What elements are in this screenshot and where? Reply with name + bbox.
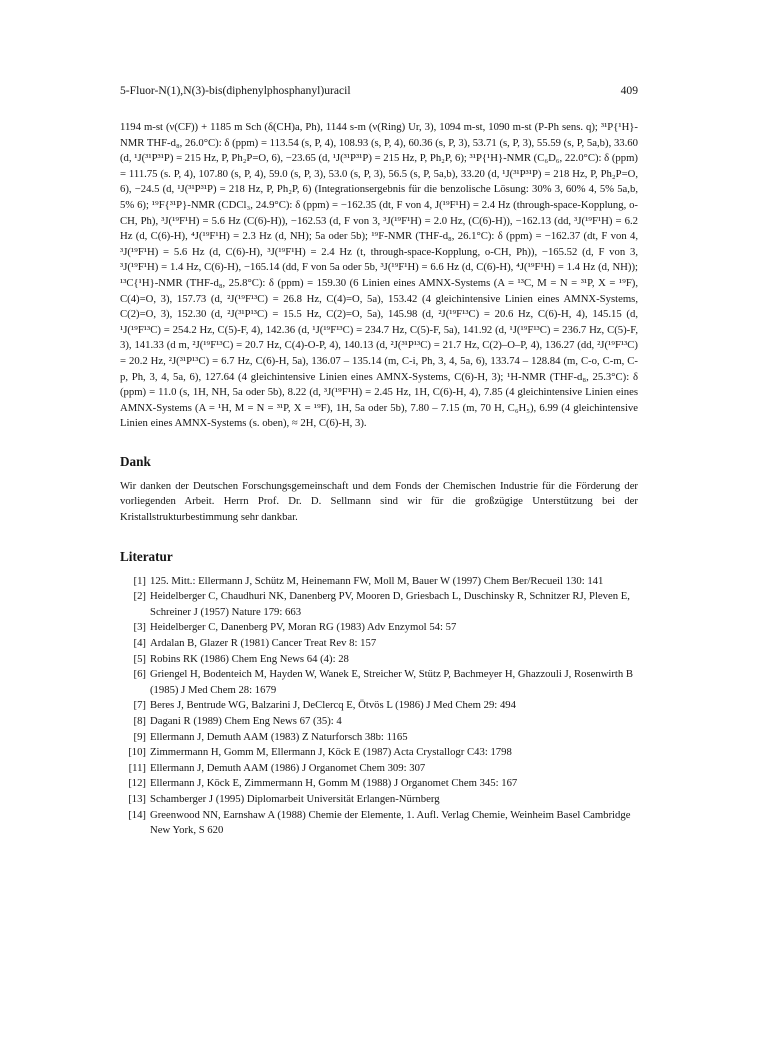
reference-item — [120, 792, 638, 808]
reference-item — [120, 636, 638, 652]
reference-text: Schamberger J (1995) Diplomarbeit Universität Erlangen-Nürnberg — [150, 792, 440, 805]
reference-number: [8] — [133, 715, 146, 727]
reference-number: [6] — [133, 668, 146, 681]
page-number: 409 — [620, 84, 638, 97]
reference-text: Heidelberger C, Danenberg PV, Moran RG (1983) Adv Enzymol 54: 57 — [150, 621, 457, 634]
running-header — [120, 84, 638, 106]
reference-number: [2] — [133, 590, 146, 603]
reference-text: Zimmermann H, Gomm M, Ellermann J, Köck E (1987) Acta Crystallogr C43: 1798 — [150, 746, 512, 759]
reference-list — [120, 574, 638, 839]
reference-item — [120, 574, 638, 590]
reference-text: Ellermann J, Köck E, Zimmermann H, Gomm M (1988) J Organomet Chem 345: 167 — [150, 777, 518, 790]
reference-text: 125. Mitt.: Ellermann J, Schütz M, Heinemann FW, Moll M, Bauer W (1997) Chem Ber/Recueil 130: 141 — [150, 574, 604, 587]
reference-text: Greenwood NN, Earnshaw A (1988) Chemie der Elemente, 1. Aufl. Verlag Chemie, Weinheim Basel Cambridge New York, S 620 — [150, 808, 631, 837]
reference-item — [120, 730, 638, 746]
reference-text: Beres J, Bentrude WG, Balzarini J, DeClercq E, Ötvös L (1986) J Med Chem 29: 494 — [150, 699, 516, 712]
reference-item — [120, 745, 638, 761]
reference-text: Dagani R (1989) Chem Eng News 67 (35): 4 — [150, 715, 342, 727]
reference-number: [14] — [128, 808, 146, 821]
running-title: 5-Fluor-N(1),N(3)-bis(diphenylphosphanyl)uracil — [120, 84, 351, 97]
reference-item — [120, 698, 638, 714]
reference-text: Ellermann J, Demuth AAM (1986) J Organomet Chem 309: 307 — [150, 761, 426, 774]
spectroscopy-paragraph: 1194 m-st (ν(CF)) + 1185 m Sch (δ(CH)a, Ph), 1144 s-m (ν(Ring) Ur, 3), 1094 m-st, 1090 m-st (P-Ph sens. q); ³¹P{¹H}-NMR THF-d₈, 26.0°C): δ (ppm) = 113.54 (s, P, 4), 108.93 (s, P, 4), 60.36 (s, P, 3), 53.71 (s, P, 3), 55.59 (s, P, 5a,b), 33.60 (d, ¹J(³¹P³¹P) = 215 Hz, P, Ph₂P=O, 6), −23.65 (d, ¹J(³¹P³¹P) = 215 Hz, P, Ph₂P, 6); ³¹P{¹H}-NMR (C₆D₆, 22.0°C): δ (ppm) = 111.75 (s. P, 4), 107.80 (s, P, 4), 59.0 (s, P, 3), 53.0 (s, P, 3), 56.5 (s, P, 5a,b), 33.20 (d, ¹J(³¹P³¹P) = 218 Hz, P, Ph₂P=O, 6), −24.5 (d, ¹J(³¹P³¹P) = 218 Hz, P, Ph₂P, 6) (Integrationsergebnis für die benzolische Lösung: 30% 3, 60% 4, 5% 5a,b, 5% 6); ¹⁹F{³¹P}-NMR (CDCl₃, 24.9°C): δ (ppm) = −162.35 (dt, F von 4, J(¹⁹F¹H) = 2.4 Hz (through-space-Kopplung, o-CH, Ph), ³J(¹⁹F¹H) = 5.6 Hz (C(6)-H)), −162.53 (d, F von 3, ³J(¹⁹F¹H) = 2.0 Hz, (C(6)-H)), −162.13 (dd, ³J(¹⁹F¹H) = 6.2 Hz (d, C(6)-H), ⁴J(¹⁹F¹H) = 2.3 Hz (d, NH); 5a oder 5b); ¹⁹F-NMR (THF-d₈, 26.1°C): δ (ppm) = −162.37 (dt, F von 4, ³J(¹⁹F¹H) = 5.6 Hz (d, C(6)-H), ³J(¹⁹F¹H) = 2.4 Hz (t, through-space-Kopplung, o-CH, Ph)), −165.52 (d, F von 3, ³J(¹⁹F¹H) = 1.4 Hz, C(6)-H), −165.14 (dd, F von 5a oder 5b, ³J(¹⁹F¹H) = 6.6 Hz (d, C(6)-H), ⁴J(¹⁹F¹H) = 1.4 Hz (d, NH)); ¹³C{¹H}-NMR (THF-d₈, 25.8°C): δ (ppm) = 159.30 (6 Linien eines AMNX-Systems (A = ¹³C, M = N = ³¹P, X = ¹⁹F), C(4)=O, 3), 157.73 (d, ²J(¹⁹F¹³C) = 26.8 Hz, C(4)=O, 5a), 153.42 (4 gleichintensive Linien eines AMNX-Systems, C(2)=O, 3), 152.30 (d, ²J(³¹P¹³C) = 15.5 Hz, C(2)=O, 5a), 145.98 (d, ²J(¹⁹F¹³C) = 20.6 Hz, C(6)-H, 4), 145.15 (d, ¹J(¹⁹F¹³C) = 254.2 Hz, C(5)-F, 4), 142.36 (d, ¹J(¹⁹F¹³C) = 234.7 Hz, C(5)-F, 5a), 141.92 (d, ¹J(¹⁹F¹³C) = 236.7 Hz, C(5)-F, 3), 141.33 (d m, ²J(¹⁹F¹³C) = 20.7 Hz, C(4)-O-P, 4), 140.13 (d, ²J(³¹P¹³C) = 21.7 Hz, C(2)–O–P, 4), 136.27 (dd, ²J(¹⁹F¹³C) = 20.2 Hz, ²J(³¹P¹³C) = 6.7 Hz, C(6)-H, 5a), 136.07 – 135.14 (m, C-i, Ph, 3, 4, 5a, 6), 133.74 – 128.84 (m, C-o, C-m, C-p, Ph, 3, 4, 5a, 6), 127.64 (4 gleichintensive Linien eines AMNX-Systems, C(6)-H, 3); ¹H-NMR (THF-d₈, 25.3°C): δ (ppm) = 11.0 (s, 1H, NH, 5a oder 5b), 8.22 (d, ³J(¹⁹F¹H) = 2.45 Hz, 1H, C(6)-H, 4), 7.85 (4 gleichintensive Linien eines AMNX-Systems (A = ¹H, M = N = ³¹P, X = ¹⁹F), 1H, 5a oder 5b), 7.80 – 7.15 (m, 70 H, C₆H₅), 6.99 (4 gleichintensive Linien eines AMNX-Systems (s. oben), ≈ 2H, C(6)-H, 3). — [120, 121, 638, 430]
reference-number: [10] — [128, 746, 146, 759]
reference-text: Heidelberger C, Chaudhuri NK, Danenberg PV, Mooren D, Griesbach L, Duschinsky R, Schnitzer RJ, Pleven E, Schreiner J (1957) Nature 179: 663 — [150, 590, 630, 618]
reference-number: [13] — [128, 792, 146, 805]
reference-text: Ardalan B, Glazer R (1981) Cancer Treat Rev 8: 157 — [150, 637, 377, 650]
reference-item — [120, 652, 638, 668]
page — [120, 84, 638, 839]
reference-text: Robins RK (1986) Chem Eng News 64 (4): 28 — [150, 652, 349, 665]
reference-item — [120, 667, 638, 698]
reference-text: Ellermann J, Demuth AAM (1983) Z Naturforsch 38b: 1165 — [150, 730, 408, 743]
reference-item — [120, 761, 638, 777]
reference-item — [120, 808, 638, 839]
reference-number: [4] — [133, 637, 146, 650]
reference-number: [11] — [128, 761, 146, 774]
reference-number: [5] — [133, 652, 146, 665]
reference-number: [7] — [133, 699, 146, 712]
literatur-heading: Literatur — [120, 548, 173, 564]
reference-number: [12] — [128, 777, 146, 790]
reference-text: Griengel H, Bodenteich M, Hayden W, Wanek E, Streicher W, Stütz P, Bachmeyer H, Ghazzouli J, Rosenwirth B (1985) J Med Chem 28: 1679 — [150, 668, 634, 696]
reference-number: [9] — [133, 730, 146, 743]
reference-item — [120, 776, 638, 792]
dank-paragraph: Wir danken der Deutschen Forschungsgemeinschaft und dem Fonds der Chemischen Industrie für die Förderung der vorliegenden Arbeit. Herrn Prof. Dr. D. Sellmann sind wir für die großzügige Unterstützung bei der Kristallstrukturbestimmung sehr dankbar. — [120, 479, 638, 524]
dank-heading: Dank — [120, 453, 151, 469]
reference-item — [120, 620, 638, 636]
reference-item — [120, 714, 638, 730]
reference-number: [3] — [133, 621, 146, 634]
reference-item — [120, 589, 638, 620]
reference-number: [1] — [133, 574, 146, 587]
